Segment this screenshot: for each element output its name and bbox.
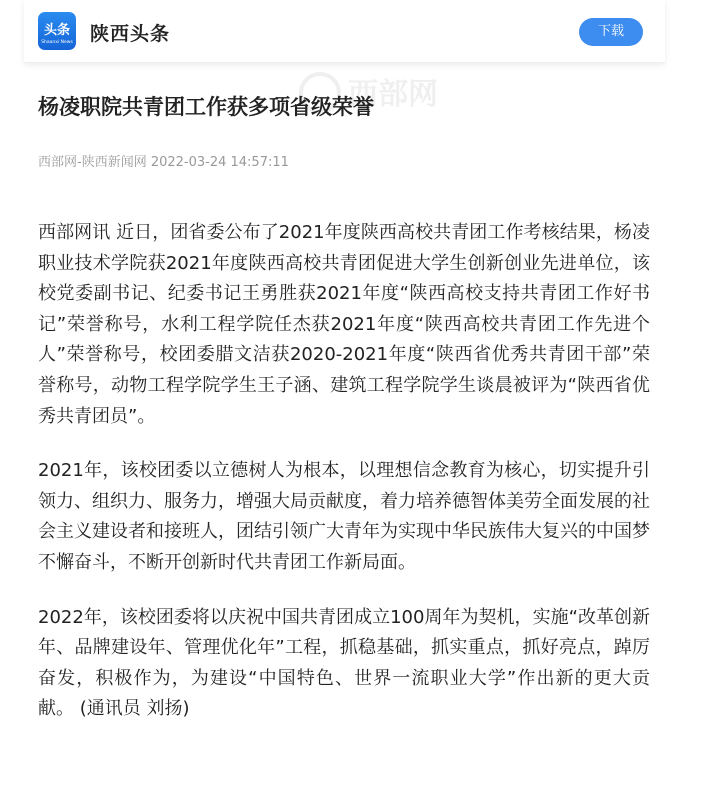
article-paragraph-3: 2022年，该校团委将以庆祝中国共青团成立100周年为契机，实施“改革创新年、品牌建设年、管理优化年”工程，抓稳基础，抓实重点，抓好亮点，踔厉奋发，积极作为，为建设“中国特色、世界一流职业大学”作出新的更大贡献。 (通讯员 刘扬) bbox=[38, 606, 650, 720]
app-logo-icon bbox=[38, 12, 76, 50]
app-logo-subtext: Shaanxi News bbox=[41, 40, 73, 45]
watermark-text: 西部网 bbox=[348, 77, 438, 112]
app-logo-text: 头条 bbox=[43, 23, 71, 38]
app-logo[interactable] bbox=[38, 12, 76, 50]
article-title: 杨凌职院共青团工作获多项省级荣誉 bbox=[38, 95, 374, 119]
download-button[interactable]: 下载 bbox=[579, 18, 643, 46]
article-paragraph-2: 2021年，该校团委以立德树人为根本，以理想信念教育为核心，切实提升引领力、组织力、服务力，增强大局贡献度，着力培养德智体美劳全面发展的社会主义建设者和接班人，团结引领广大青年为实现中华民族伟大复兴的中国梦不懈奋斗，不断开创新时代共青团工作新局面。 bbox=[38, 460, 650, 573]
app-header bbox=[24, 0, 665, 63]
article-meta: 西部网-陕西新闻网 2022-03-24 14:57:11 bbox=[38, 155, 289, 170]
article-paragraph-1: 西部网讯 近日，团省委公布了2021年度陕西高校共青团工作考核结果，杨凌职业技术学院获2021年度陕西高校共青团促进大学生创新创业先进单位，该校党委副书记、纪委书记王勇胜获2021年度“陕西高校支持共青团工作好书记”荣誉称号，水利工程学院任杰获2021年度“陕西高校共青团工作先进个人”荣誉称号，校团委腊文洁获2020-2021年度“陕西省优秀共青团干部”荣誉称号，动物工程学院学生王子涵、建筑工程学院学生谈晨被评为“陕西省优秀共青团员”。 bbox=[38, 222, 650, 427]
app-name: 陕西头条 bbox=[90, 23, 171, 45]
article-body bbox=[38, 218, 650, 749]
